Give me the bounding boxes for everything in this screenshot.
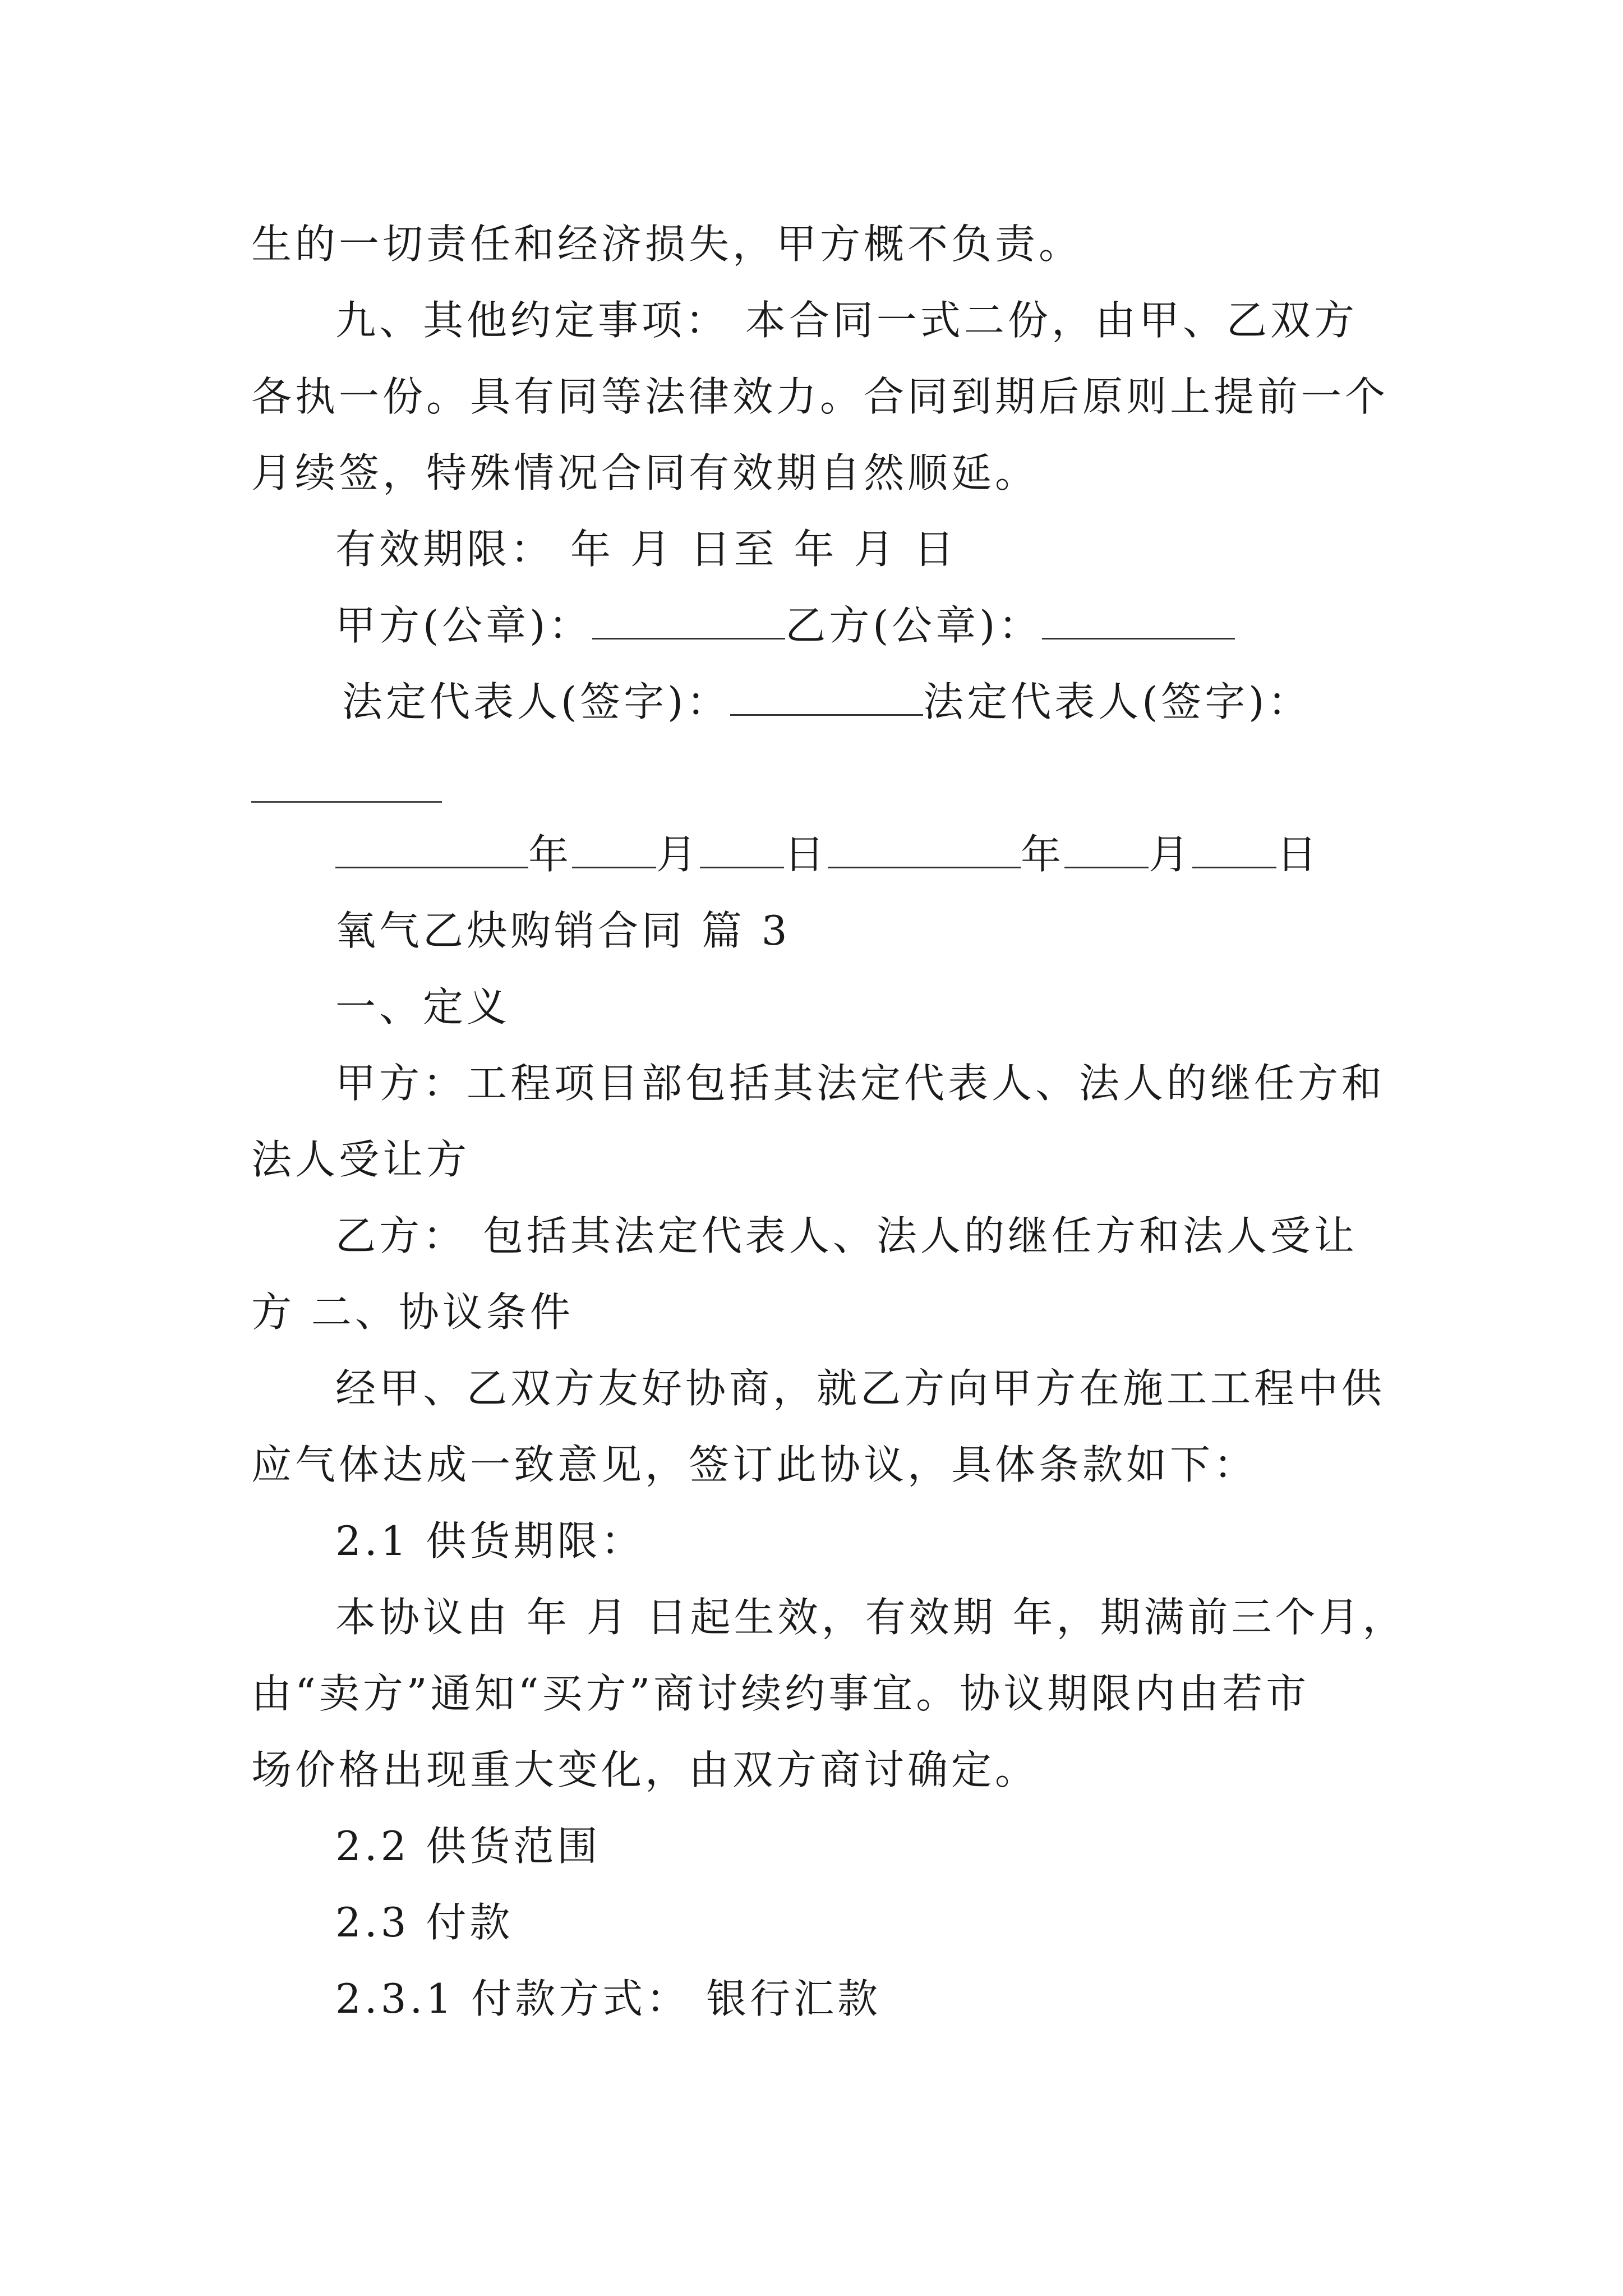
month-label: 月 [1149, 831, 1193, 878]
signature-blank [730, 678, 923, 716]
text-line: 场价格出现重大变化，由双方商讨确定。 [251, 1746, 1039, 1793]
year-label: 年 [1021, 831, 1065, 878]
date-blank [572, 831, 656, 868]
party-a-legal-rep-label: 法定代表人(签字)： [342, 678, 731, 725]
month-label: 月 [656, 831, 700, 878]
clause-heading: 2.2 供货范围 [335, 1823, 601, 1870]
date-line [335, 829, 1474, 880]
party-a-seal-label: 甲方(公章)： [335, 602, 593, 649]
day-label: 日 [1276, 831, 1321, 878]
text-line: 方 二、协议条件 [251, 1289, 574, 1336]
clause-heading: 2.3 付款 [335, 1899, 514, 1946]
signature-blank [251, 801, 442, 803]
day-label: 日 [784, 831, 828, 878]
text-line: 乙方： 包括其法定代表人、法人的继任方和法人受让 [335, 1212, 1358, 1259]
signature-blank [592, 602, 785, 639]
text-line: 生的一切责任和经济损失，甲方概不负责。 [251, 220, 1083, 268]
legal-rep-line [342, 677, 1481, 727]
text-line: 九、其他约定事项： 本合同一式二份，由甲、乙双方 [335, 297, 1358, 344]
date-blank [1064, 831, 1149, 868]
text-line: 法人受让方 [251, 1136, 471, 1183]
seal-line [335, 600, 1474, 651]
date-blank [1192, 831, 1276, 868]
year-label: 年 [528, 831, 573, 878]
date-blank [335, 831, 528, 868]
heading: 一、定义 [335, 983, 511, 1030]
date-blank [700, 831, 784, 868]
section-title: 氧气乙炔购销合同 篇 3 [335, 907, 791, 954]
party-b-seal-label: 乙方(公章)： [785, 602, 1043, 649]
date-blank [828, 831, 1021, 868]
text-line: 本协议由 年 月 日起生效，有效期 年，期满前三个月， [335, 1594, 1407, 1641]
party-b-legal-rep-label: 法定代表人(签字)： [923, 678, 1312, 725]
text-line: 应气体达成一致意见，签订此协议，具体条款如下： [251, 1441, 1258, 1488]
clause-heading: 2.3.1 付款方式： 银行汇款 [335, 1975, 881, 2022]
text-line: 经甲、乙双方友好协商，就乙方向甲方在施工工程中供 [335, 1365, 1386, 1412]
text-line: 月续签，特殊情况合同有效期自然顺延。 [251, 449, 1039, 496]
text-line: 各执一份。具有同等法律效力。合同到期后原则上提前一个 [251, 373, 1389, 420]
validity-period-line: 有效期限： 年 月 日至 年 月 日 [335, 526, 958, 573]
clause-heading: 2.1 供货期限： [335, 1517, 645, 1565]
text-line: 甲方：工程项目部包括其法定代表人、法人的继任方和 [335, 1060, 1386, 1107]
signature-blank [1042, 602, 1235, 639]
text-line: 由“卖方”通知“买方”商讨续约事宜。协议期限内由若市 [251, 1670, 1310, 1717]
